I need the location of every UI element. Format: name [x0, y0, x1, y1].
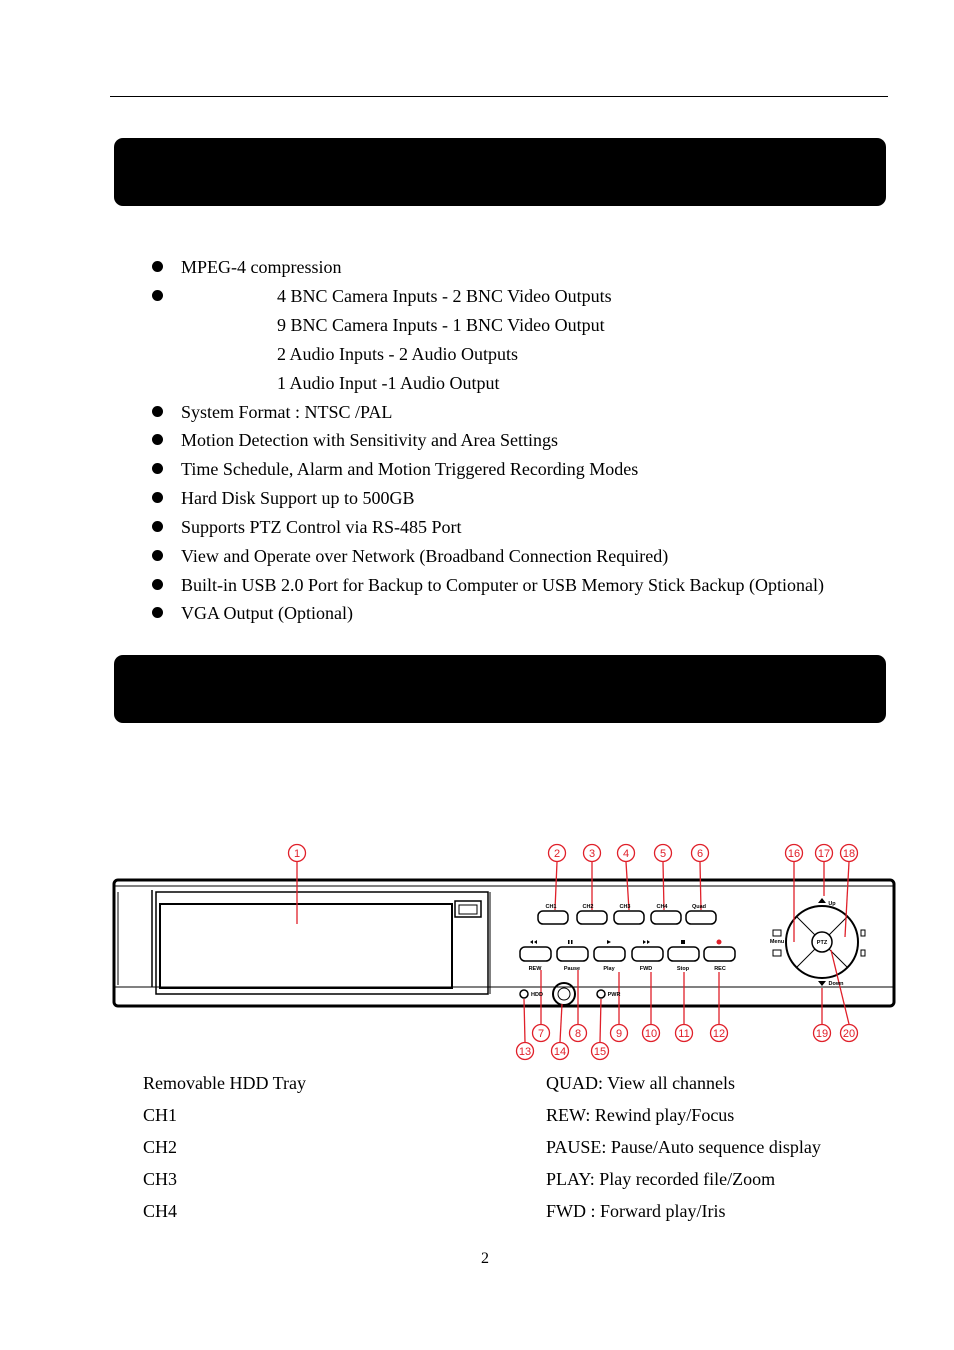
bullet-dot [152, 579, 163, 590]
callout-number: 16 [787, 848, 801, 860]
legend-left-item: CH1 [143, 1105, 178, 1125]
legend-right-item: REW: Rewind play/Focus [546, 1105, 735, 1125]
rec-indicator-icon [717, 940, 722, 945]
stop-label: Stop [676, 966, 690, 972]
callout-number: 19 [815, 1028, 829, 1040]
ch2-label: CH2 [582, 904, 594, 910]
legend-right-item: PAUSE: Pause/Auto sequence display [546, 1137, 821, 1157]
feature-item: VGA Output (Optional) [181, 603, 353, 623]
bullet-dot [152, 521, 163, 532]
callout-number: 3 [588, 848, 596, 860]
rec-label: REC [714, 966, 726, 972]
feature-item: Supports PTZ Control via RS-485 Port [181, 517, 462, 537]
bullet-dot [152, 492, 163, 503]
callout-number: 17 [817, 848, 831, 860]
bullet-dot [152, 290, 163, 301]
ch1-label: CH1 [545, 904, 557, 910]
pause-label: Pause [563, 966, 581, 972]
header-rule [110, 96, 888, 97]
feature-item: Time Schedule, Alarm and Motion Triggered Recording Modes [181, 459, 639, 479]
callout-circles [289, 845, 858, 1060]
legend-left-item: Removable HDD Tray [143, 1073, 306, 1093]
callout-number: 7 [537, 1028, 545, 1040]
legend-left-item: CH2 [143, 1137, 178, 1157]
down-label: Down [828, 981, 844, 987]
bullet-dot [152, 406, 163, 417]
pwr-label: PWR [607, 992, 621, 998]
callout-number: 12 [712, 1028, 726, 1040]
hdd-label: HDD [531, 992, 543, 998]
feature-item: 9 BNC Camera Inputs - 1 BNC Video Output [277, 315, 605, 335]
feature-item: System Format : NTSC /PAL [181, 402, 393, 422]
legend-right-item: PLAY: Play recorded file/Zoom [546, 1169, 776, 1189]
callout-number: 6 [696, 848, 704, 860]
feature-item: MPEG-4 compression [181, 257, 342, 277]
callout-number: 11 [678, 1028, 690, 1040]
callout-number: 18 [842, 848, 856, 860]
ch4-label: CH4 [656, 904, 668, 910]
fwd-label: FWD [639, 966, 653, 972]
legend-left-item: CH3 [143, 1169, 178, 1189]
callout-number: 8 [574, 1028, 582, 1040]
button-glyphs [530, 940, 685, 944]
feature-item: 2 Audio Inputs - 2 Audio Outputs [277, 344, 519, 364]
callout-number: 15 [593, 1046, 607, 1058]
legend-left-item: CH4 [143, 1201, 178, 1221]
bullet-dot [152, 434, 163, 445]
bullet-dot [152, 607, 163, 618]
callout-number: 5 [659, 848, 667, 860]
front-panel-diagram [0, 830, 954, 1070]
up-label: Up [828, 901, 836, 907]
feature-item: Motion Detection with Sensitivity and Area Settings [181, 430, 558, 450]
quad-label: Quad [691, 904, 707, 910]
legend-right-item: FWD : Forward play/Iris [546, 1201, 726, 1221]
callout-leaders [297, 862, 849, 1042]
top-button-row [538, 911, 716, 924]
callout-number: 10 [644, 1028, 658, 1040]
callout-number: 9 [615, 1028, 623, 1040]
bullet-dot [152, 550, 163, 561]
feature-item: 4 BNC Camera Inputs - 2 BNC Video Outputs [277, 286, 612, 306]
feature-item: 1 Audio Input -1 Audio Output [277, 373, 500, 393]
play-label: Play [603, 966, 615, 972]
callout-number: 14 [553, 1046, 567, 1058]
callout-number: 13 [518, 1046, 532, 1058]
ch3-label: CH3 [619, 904, 631, 910]
callout-number: 2 [553, 848, 561, 860]
callout-number: 4 [622, 848, 630, 860]
bottom-button-row [520, 947, 735, 961]
section-banner-front-panel [114, 655, 886, 723]
section-banner-features [114, 138, 886, 206]
feature-item: Hard Disk Support up to 500GB [181, 488, 415, 508]
bullet-dot [152, 463, 163, 474]
feature-item: View and Operate over Network (Broadband Connection Required) [181, 546, 669, 566]
page-number: 2 [481, 1250, 489, 1267]
callout-number: 20 [842, 1028, 856, 1040]
menu-label: Menu [769, 939, 785, 945]
rew-label: REW [528, 966, 542, 972]
legend-right-item: QUAD: View all channels [546, 1073, 736, 1093]
callout-number: 1 [293, 848, 301, 860]
bullet-dot [152, 261, 163, 272]
ptz-label: PTZ [816, 940, 828, 946]
feature-item: Built-in USB 2.0 Port for Backup to Computer or USB Memory Stick Backup (Optional) [181, 575, 824, 595]
